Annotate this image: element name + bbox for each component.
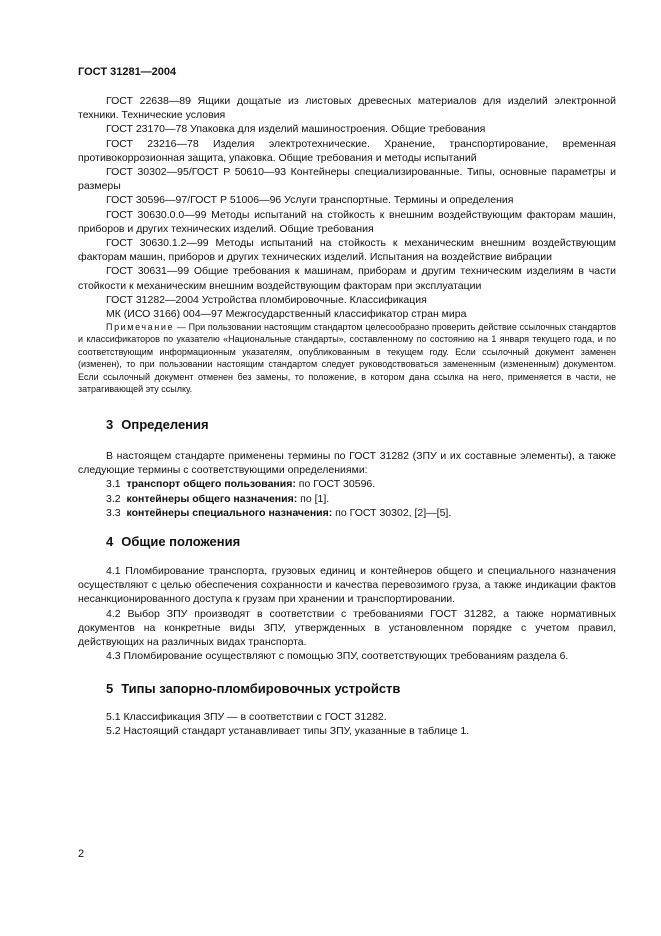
paragraph: 5.1 Классификация ЗПУ — в соответствии с ГОСТ 31282. bbox=[106, 711, 387, 723]
definition: по ГОСТ 30302, [2]—[5]. bbox=[332, 506, 452, 519]
reference-item: ГОСТ 30302—95/ГОСТ Р 50610—93 Контейнеры специализированные. Типы, основные параметры и размеры bbox=[78, 166, 616, 193]
reference-item: ГОСТ 30596—97/ГОСТ Р 51006—96 Услуги транспортные. Термины и определения bbox=[106, 194, 514, 207]
reference-item: ГОСТ 23170—78 Упаковка для изделий машиностроения. Общие требования bbox=[106, 123, 486, 136]
section-5-heading bbox=[106, 681, 400, 696]
paragraph: 4.2 Выбор ЗПУ производят в соответствии с требованиями ГОСТ 31282, а также нормативных документов на конкретные виды ЗПУ, утвержденных в установленном порядке с учетом правил, действующих на различных видах транспорта. bbox=[78, 607, 616, 649]
definition-item bbox=[78, 492, 616, 506]
page-number: 2 bbox=[78, 848, 85, 860]
section-4-body bbox=[78, 564, 616, 663]
reference-item: ГОСТ 30630.1.2—99 Методы испытаний на стойкость к механическим внешним воздействующим факторам машин, приборов и других технических изделий. Испытания на воздействие вибрации bbox=[78, 237, 616, 264]
definition-item bbox=[78, 506, 616, 520]
definition: по ГОСТ 30596. bbox=[295, 478, 376, 491]
section-3-body bbox=[78, 449, 616, 520]
note-paragraph bbox=[78, 321, 616, 395]
term: контейнеры общего назначения: bbox=[126, 492, 298, 505]
reference-item: ГОСТ 30630.0.0—99 Методы испытаний на стойкость к внешним воздействующим факторам машин, приборов и других технических изделий. Общие требования bbox=[78, 208, 616, 235]
section-number: 3 bbox=[106, 417, 114, 432]
reference-item: ГОСТ 31282—2004 Устройства пломбировочные. Классификация bbox=[106, 293, 427, 306]
note-text: — При пользовании настоящим стандартом целесообразно проверить действие ссылочных стандартов и классификаторов по указателю «Национальные стандарты», составленному по состоянию на 1 января текущего года, и по соответствующим информационным указателям, опубликованным в текущем году. Если ссылочный документ заменен (изменен), то при пользовании настоящим стандартом следует руководствоваться замененным (измененным) документом. Если ссылочный документ отменен без замены, то положение, в котором дана ссылка на него, применяется в части, не затрагивающей эту ссылку. bbox=[78, 322, 616, 395]
paragraph: 4.1 Пломбирование транспорта, грузовых единиц и контейнеров общего и специального назначения осуществляют с целью обеспечения сохранности и качества перевозимого груза, а также индикации фактов несанкционированного доступа к грузам при хранении и транспортировании. bbox=[78, 565, 616, 606]
section-4-heading bbox=[106, 534, 240, 549]
paragraph: 5.2 Настоящий стандарт устанавливает типы ЗПУ, указанные в таблице 1. bbox=[106, 725, 470, 738]
references-list bbox=[78, 94, 616, 321]
item-number: 3.1 bbox=[106, 478, 121, 491]
reference-item: ГОСТ 30631—99 Общие требования к машинам, приборам и другим техническим изделиям в части стойкости к механическим внешним воздействующим факторам при эксплуатации bbox=[78, 265, 616, 292]
term: контейнеры специального назначения: bbox=[126, 506, 333, 519]
item-number: 3.3 bbox=[106, 506, 121, 519]
note-lead: Примечание bbox=[106, 322, 175, 332]
doc-header: ГОСТ 31281—2004 bbox=[78, 66, 177, 78]
section-5-body bbox=[78, 710, 616, 738]
term: транспорт общего пользования: bbox=[126, 478, 296, 491]
definition-item bbox=[78, 477, 616, 491]
section-number: 5 bbox=[106, 681, 114, 696]
section-3-heading bbox=[106, 417, 209, 432]
section-title: Общие положения bbox=[121, 534, 241, 549]
item-number: 3.2 bbox=[106, 492, 121, 505]
section-title: Определения bbox=[121, 417, 209, 432]
paragraph: 4.3 Пломбирование осуществляют с помощью ЗПУ, соответствующих требованиям раздела 6. bbox=[106, 650, 569, 663]
section-title: Типы запорно-пломбировочных устройств bbox=[121, 681, 401, 696]
reference-item: ГОСТ 23216—78 Изделия электротехнические. Хранение, транспортирование, временная противокоррозионная защита, упаковка. Общие требования и методы испытаний bbox=[78, 137, 616, 164]
section-number: 4 bbox=[106, 534, 114, 549]
definition: по [1]. bbox=[297, 492, 330, 505]
reference-item: МК (ИСО 3166) 004—97 Межгосударственный классификатор стран мира bbox=[106, 308, 467, 321]
section-intro: В настоящем стандарте применены термины по ГОСТ 31282 (ЗПУ и их составные элементы), а также следующие термины с соответствующими определениями: bbox=[78, 450, 616, 477]
reference-item: ГОСТ 22638—89 Ящики дощатые из листовых древесных материалов для изделий электронной техники. Технические условия bbox=[78, 95, 616, 122]
